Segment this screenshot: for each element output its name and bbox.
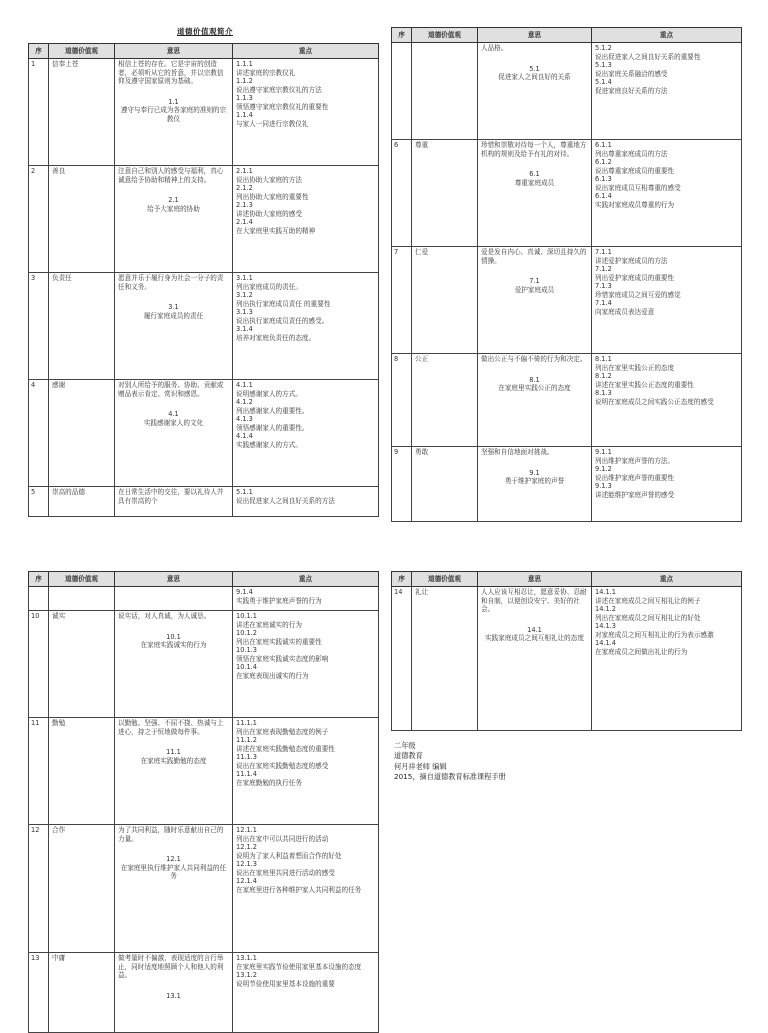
col-header-meaning: 意思 xyxy=(115,44,233,59)
key-point: 11.1.4 xyxy=(236,770,257,779)
key-point: 列出在家里实践公正的态度 xyxy=(595,363,675,372)
key-points-cell xyxy=(592,354,742,447)
key-point: 10.1.4 xyxy=(236,663,257,672)
learning-objective: 9.1 勇于维护家庭的声誉 xyxy=(504,468,565,486)
learning-objective: 3.1 履行家庭成员的责任 xyxy=(143,303,204,320)
key-point: 讲述爱护家庭成员的方法 xyxy=(595,256,668,265)
key-point: 在家庭里进行各种维护家人共同利益的任务 xyxy=(236,885,362,894)
key-point: 说出尊重家庭成员的重要性 xyxy=(595,166,675,175)
key-point: 14.1.4 xyxy=(595,639,616,648)
learning-objective: 4.1 实践感谢家人的文化 xyxy=(143,410,204,427)
key-point: 3.1.1 xyxy=(236,274,253,282)
key-point: 10.1.2 xyxy=(236,629,257,638)
key-point: 在家庭表现出诚实的行为 xyxy=(236,671,309,680)
key-point: 说明节俭使用家里基本设施的重要 xyxy=(236,979,335,988)
meaning-text: 人品格。 xyxy=(481,44,508,52)
row-number: 10 xyxy=(29,611,49,718)
table-row xyxy=(29,825,379,953)
key-point: 列出执行家庭成员责任 的重要性 xyxy=(236,299,331,308)
value-name: 礼让 xyxy=(412,587,478,731)
learning-objective: 7.1 爱护家庭成员 xyxy=(514,277,555,294)
key-point: 列出在家庭实践诚实的重要性 xyxy=(236,637,322,646)
table-row xyxy=(392,447,742,522)
key-points-cell xyxy=(592,587,742,731)
footnote-source: 2015，摘自道德教育标准课程手册 xyxy=(394,772,506,782)
key-point: 3.1.3 xyxy=(236,308,253,317)
meaning-cell xyxy=(478,140,592,247)
table-row xyxy=(29,611,379,718)
learning-objective: 5.1 促进家人之间良好的关系 xyxy=(498,64,571,82)
value-name: 负责任 xyxy=(49,273,115,380)
meaning-text: 做考量时不偏激，表现适度的言行举止，同时适度地照顾个人和他人的利益。 xyxy=(118,954,224,980)
key-point: 10.1.1 xyxy=(236,612,257,620)
meaning-cell xyxy=(115,825,233,953)
key-point: 列出协助大家庭的重要性 xyxy=(236,192,309,201)
learning-objective: 2.1 给予大家庭的协助 xyxy=(147,196,200,213)
key-points-cell xyxy=(592,247,742,354)
key-point: 说明感谢家人的方式。 xyxy=(236,389,302,398)
value-name: 合作 xyxy=(49,825,115,953)
key-point: 7.1.3 xyxy=(595,282,612,291)
key-point: 4.1.1 xyxy=(236,381,253,389)
row-number: 13 xyxy=(29,953,49,1033)
key-point: 培养对家庭负责任的态度。 xyxy=(236,333,316,342)
key-point: 8.1.3 xyxy=(595,389,612,398)
key-point: 说出促进家人之间良好关系的重要性 xyxy=(595,52,701,61)
key-points-cell xyxy=(592,43,742,140)
meaning-cell xyxy=(478,43,592,140)
learning-objective: 11.1 在家庭实践勤勉的态度 xyxy=(140,748,207,765)
key-point: 说明为了家人利益着想而合作的好处 xyxy=(236,851,342,860)
key-point: 列出维护家庭声誉的方法。 xyxy=(595,456,675,465)
key-point: 说出促进家人之间良好关系的方法 xyxy=(236,496,335,505)
value-name: 仁爱 xyxy=(412,247,478,354)
value-name xyxy=(412,43,478,140)
meaning-cell xyxy=(115,718,233,825)
table-row xyxy=(392,43,742,140)
key-point: 3.1.2 xyxy=(236,291,253,300)
col-header-no: 序 xyxy=(29,44,49,59)
col-header-meaning: 意思 xyxy=(478,572,592,587)
value-name: 公正 xyxy=(412,354,478,447)
value-name: 感谢 xyxy=(49,380,115,487)
meaning-text: 对别人所给予的服务、协助、贡献或赠品表示肯定、赏识和感恩。 xyxy=(118,381,224,398)
key-point: 说出遵守家庭宗教仪礼的方法 xyxy=(236,85,322,94)
key-points-cell xyxy=(233,59,379,166)
key-point: 14.1.3 xyxy=(595,622,616,631)
key-point: 1.1.3 xyxy=(236,94,253,103)
table-row xyxy=(392,587,742,731)
learning-objective: 6.1 尊重家庭成员 xyxy=(514,170,555,187)
values-table-3 xyxy=(28,571,379,1033)
meaning-cell xyxy=(478,587,592,731)
key-points-cell xyxy=(233,611,379,718)
meaning-text: 说实话，对人真诚，为人诚恳。 xyxy=(118,612,211,620)
meaning-cell xyxy=(115,587,233,611)
meaning-text: 相信上苍的存在。它是宇宙的创造者，必须听从它的旨意，并以宗教信仰及遵守国家原则为基础。 xyxy=(118,60,224,86)
key-point: 列出在家庭表现勤勉态度的例子 xyxy=(236,727,329,736)
table-row xyxy=(29,487,379,517)
meaning-cell xyxy=(115,59,233,166)
learning-objective: 14.1 实践家庭成员之间互相礼让的态度 xyxy=(485,625,584,643)
key-point: 列出尊重家庭成员的方法 xyxy=(595,149,668,158)
key-point: 讲述能维护家庭声誉的感受 xyxy=(595,490,675,499)
row-number: 4 xyxy=(29,380,49,487)
meaning-text: 愿意并乐于履行身为社会一分子的责任和义务。 xyxy=(118,274,224,291)
values-table-1 xyxy=(28,43,379,517)
key-point: 12.1.1 xyxy=(236,826,257,834)
learning-objective: 10.1 在家庭实践诚实的行为 xyxy=(140,632,207,650)
col-header-value: 道德价值观 xyxy=(412,572,478,587)
key-points-cell xyxy=(233,825,379,953)
key-point: 实践感谢家人的方式。 xyxy=(236,440,302,449)
key-point: 13.1.1 xyxy=(236,954,257,962)
key-point: 说出在家庭里共同进行活动的感受 xyxy=(236,868,335,877)
key-point: 9.1.1 xyxy=(595,448,612,456)
key-point: 实践对家庭成员尊重的行为 xyxy=(595,200,675,209)
meaning-text: 以勤勉、坚强、不屈不挠、热诚与上进心，持之于恒地做每件事。 xyxy=(118,719,224,736)
value-name: 诚实 xyxy=(49,611,115,718)
key-point: 6.1.4 xyxy=(595,192,612,201)
table-row xyxy=(392,140,742,247)
key-point: 在家庭成员之间做出礼让的行为 xyxy=(595,647,688,656)
key-point: 促进家庭良好关系的方法 xyxy=(595,86,668,95)
key-point: 5.1.4 xyxy=(595,78,612,87)
col-header-key-points: 重点 xyxy=(233,44,379,59)
row-number: 7 xyxy=(392,247,412,354)
key-point: 领悟遵守家庭宗教仪礼的重要性 xyxy=(236,102,329,111)
key-point: 讲述在家里实践公正态度的重要性 xyxy=(595,380,694,389)
key-point: 在家庭勤勉的执行任务 xyxy=(236,778,302,787)
key-point: 2.1.3 xyxy=(236,201,253,210)
key-point: 7.1.4 xyxy=(595,299,612,308)
row-number: 6 xyxy=(392,140,412,247)
key-point: 说出维护家庭声誉的重要性 xyxy=(595,473,675,482)
footnote-subject: 道德教育 xyxy=(394,751,423,761)
meaning-text: 坚强和自信地面对挑战。 xyxy=(481,448,554,456)
meaning-cell xyxy=(478,247,592,354)
col-header-value: 道德价值观 xyxy=(49,572,115,587)
learning-objective: 1.1 遵守与奉行已成为各家庭的准则的宗教仪 xyxy=(120,97,227,123)
key-points-cell xyxy=(233,487,379,517)
value-name: 勇敢 xyxy=(412,447,478,522)
key-point: 3.1.4 xyxy=(236,325,253,334)
key-point: 12.1.3 xyxy=(236,860,257,869)
key-points-cell xyxy=(233,273,379,380)
key-point: 11.1.1 xyxy=(236,719,257,727)
key-point: 13.1.2 xyxy=(236,971,257,980)
learning-objective: 12.1 在家庭里执行维护家人共同利益的任务 xyxy=(120,855,227,881)
col-header-no: 序 xyxy=(392,572,412,587)
table-row xyxy=(29,59,379,166)
row-number: 9 xyxy=(392,447,412,522)
key-point: 14.1.2 xyxy=(595,605,616,614)
meaning-cell xyxy=(478,354,592,447)
meaning-text: 在日常生活中的交往，要以礼待人并具有崇高的个 xyxy=(118,488,224,505)
key-point: 11.1.2 xyxy=(236,736,257,745)
table-row xyxy=(29,953,379,1033)
key-point: 8.1.1 xyxy=(595,355,612,363)
row-number: 5 xyxy=(29,487,49,517)
key-point: 珍惜家庭成员之间互爱的感觉 xyxy=(595,290,681,299)
row-number: 2 xyxy=(29,166,49,273)
key-point: 说出家庭关系融洽的感受 xyxy=(595,69,668,78)
key-point: 9.1.2 xyxy=(595,465,612,474)
row-number: 14 xyxy=(392,587,412,731)
key-points-cell xyxy=(592,140,742,247)
value-name: 崇高的品德 xyxy=(49,487,115,517)
key-point: 10.1.3 xyxy=(236,646,257,655)
meaning-cell xyxy=(115,487,233,517)
key-point: 说明在家庭成员之间实践公正态度的感受 xyxy=(595,397,714,406)
key-point: 5.1.3 xyxy=(595,61,612,70)
col-header-meaning: 意思 xyxy=(115,572,233,587)
key-point: 在大家庭里实践互助的精神 xyxy=(236,226,316,235)
key-point: 4.1.2 xyxy=(236,398,253,407)
value-name: 尊重 xyxy=(412,140,478,247)
key-point: 9.1.4 xyxy=(236,588,253,596)
key-point: 列出在家中可以共同进行的活动 xyxy=(236,834,329,843)
row-number: 11 xyxy=(29,718,49,825)
key-point: 12.1.2 xyxy=(236,843,257,852)
col-header-no: 序 xyxy=(29,572,49,587)
key-point: 4.1.4 xyxy=(236,432,253,441)
meaning-cell xyxy=(478,447,592,522)
col-header-key-points: 重点 xyxy=(592,572,742,587)
meaning-cell xyxy=(115,273,233,380)
key-point: 列出感谢家人的重要性。 xyxy=(236,406,309,415)
values-table-2 xyxy=(391,27,742,522)
key-points-cell xyxy=(233,587,379,611)
meaning-cell xyxy=(115,953,233,1033)
value-name: 勤勉 xyxy=(49,718,115,825)
value-name: 中庸 xyxy=(49,953,115,1033)
row-number: 8 xyxy=(392,354,412,447)
key-point: 讲述在家庭诚实的行为 xyxy=(236,620,302,629)
col-header-value: 道德价值观 xyxy=(412,28,478,43)
table-row xyxy=(29,166,379,273)
col-header-key-points: 重点 xyxy=(233,572,379,587)
row-number: 12 xyxy=(29,825,49,953)
key-points-cell xyxy=(233,718,379,825)
key-point: 14.1.1 xyxy=(595,588,616,596)
key-point: 6.1.2 xyxy=(595,158,612,167)
key-point: 2.1.4 xyxy=(236,218,253,227)
key-point: 对家庭成员之间互相礼让的行为表示感激 xyxy=(595,630,714,639)
row-number: 3 xyxy=(29,273,49,380)
key-point: 讲述在家庭成员之间互相礼让的例子 xyxy=(595,596,701,605)
key-point: 5.1.1 xyxy=(236,488,253,496)
key-point: 说出在家庭实践勤勉态度的感受 xyxy=(236,761,329,770)
key-point: 5.1.2 xyxy=(595,44,612,52)
meaning-text: 爱是发自内心、真诚、深切且持久的情操。 xyxy=(481,248,587,265)
meaning-cell xyxy=(115,611,233,718)
meaning-text: 做出公正与不偏不倚的行为和决定。 xyxy=(481,355,587,363)
table-row xyxy=(29,718,379,825)
key-point: 与家人一同进行宗教仪礼 xyxy=(236,119,309,128)
key-point: 6.1.1 xyxy=(595,141,612,149)
table-row xyxy=(392,247,742,354)
key-point: 讲述协助大家庭的感受 xyxy=(236,209,302,218)
learning-objective: 8.1 在家庭里实践公正的态度 xyxy=(498,375,571,393)
value-name xyxy=(49,587,115,611)
footnote-grade: 二年级 xyxy=(394,741,416,750)
key-point: 1.1.1 xyxy=(236,60,253,68)
key-point: 列出家庭成员的责任。 xyxy=(236,282,302,291)
key-point: 领悟感谢家人的重要性。 xyxy=(236,423,309,432)
key-point: 1.1.4 xyxy=(236,111,253,120)
document-title: 道德价值观简介 xyxy=(177,27,233,36)
meaning-text: 人人应该互相忍让，愿意妥协、忍耐和自制，以便创设安宁、美好的社会。 xyxy=(481,588,587,614)
col-header-no: 序 xyxy=(392,28,412,43)
meaning-text: 为了共同利益，随时乐意献出自己的力量。 xyxy=(118,826,224,843)
col-header-value: 道德价值观 xyxy=(49,44,115,59)
value-name: 善良 xyxy=(49,166,115,273)
document-footnote xyxy=(394,741,506,783)
key-points-cell xyxy=(233,166,379,273)
key-point: 讲述在家庭实践勤勉态度的重要性 xyxy=(236,744,335,753)
learning-objective: 13.1 xyxy=(166,991,181,1000)
table-row xyxy=(29,273,379,380)
key-points-cell xyxy=(233,380,379,487)
key-point: 说出家庭成员互相尊重的感受 xyxy=(595,183,681,192)
key-point: 11.1.3 xyxy=(236,753,257,762)
key-point: 4.1.3 xyxy=(236,415,253,424)
key-point: 12.1.4 xyxy=(236,877,257,886)
key-points-cell xyxy=(233,953,379,1033)
key-point: 1.1.2 xyxy=(236,77,253,86)
key-point: 说出执行家庭成员责任的感受。 xyxy=(236,316,329,325)
row-number xyxy=(392,43,412,140)
key-point: 在家庭里实践节俭使用家里基本设施的态度 xyxy=(236,962,362,971)
col-header-key-points: 重点 xyxy=(592,28,742,43)
table-row xyxy=(29,380,379,487)
key-points-cell xyxy=(592,447,742,522)
meaning-cell xyxy=(115,380,233,487)
col-header-meaning: 意思 xyxy=(478,28,592,43)
key-point: 7.1.2 xyxy=(595,265,612,274)
key-point: 9.1.3 xyxy=(595,482,612,491)
key-point: 列出在家庭成员之间互相礼让的好处 xyxy=(595,613,701,622)
key-point: 2.1.2 xyxy=(236,184,253,193)
meaning-cell xyxy=(115,166,233,273)
meaning-text: 珍惜和崇敬对待每一个人，尊重地方机构的规则及给予有礼的对待。 xyxy=(481,141,587,158)
value-name: 信奉上苍 xyxy=(49,59,115,166)
row-number xyxy=(29,587,49,611)
key-point: 向家庭成员表达爱意 xyxy=(595,307,655,316)
key-point: 2.1.1 xyxy=(236,167,253,175)
footnote-editor: 何月祥老师 编辑 xyxy=(394,761,447,771)
key-point: 6.1.3 xyxy=(595,175,612,184)
row-number: 1 xyxy=(29,59,49,166)
key-point: 7.1.1 xyxy=(595,248,612,256)
key-point: 讲述家庭的宗教仪礼 xyxy=(236,68,296,77)
table-row xyxy=(29,587,379,611)
meaning-text: 注意自己和别人的感受与福利，真心诚意给予协助和精神上的支持。 xyxy=(118,167,224,184)
key-point: 8.1.2 xyxy=(595,372,612,381)
key-point: 说出协助大家庭的方法 xyxy=(236,175,302,184)
key-point: 领悟在家庭实践诚实态度的影响 xyxy=(236,654,329,663)
table-row xyxy=(392,354,742,447)
values-table-4 xyxy=(391,571,742,731)
key-point: 列出爱护家庭成员的重要性 xyxy=(595,273,675,282)
key-point: 实践勇于维护家庭声誉的行为 xyxy=(236,596,322,605)
